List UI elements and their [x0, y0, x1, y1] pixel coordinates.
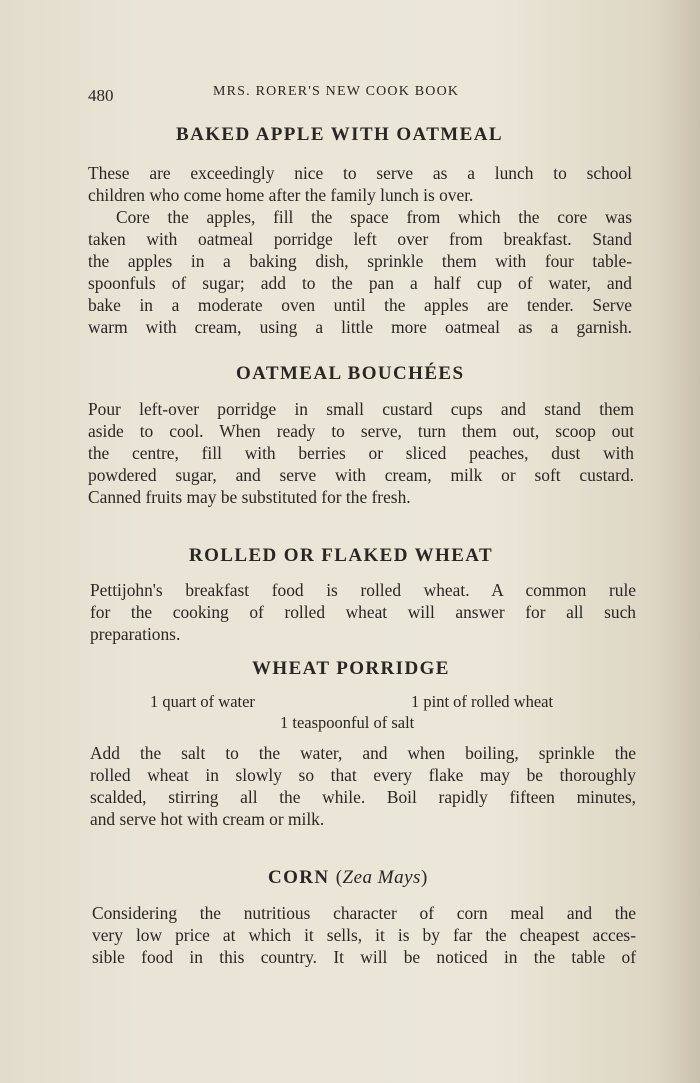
corn-subtitle-wrap: (Zea Mays) — [335, 867, 428, 888]
paragraph-bouchees — [88, 398, 634, 508]
text-line: the centre, fill with berries or sliced peaches, dust with — [88, 443, 634, 463]
text-line: and serve hot with cream or milk. — [90, 809, 325, 829]
heading-rolled-wheat: ROLLED OR FLAKED WHEAT — [189, 545, 494, 566]
ingredient-rolled-wheat: 1 pint of rolled wheat — [411, 692, 554, 711]
heading-corn — [268, 867, 428, 889]
page-number: 480 — [88, 86, 114, 105]
text-line: scalded, stirring all the while. Boil rapidly fifteen minutes, — [90, 787, 636, 807]
text-line: Pettijohn's breakfast food is rolled wheat. A common rule — [90, 580, 636, 600]
heading-wheat-porridge: WHEAT PORRIDGE — [252, 658, 450, 679]
paragraph-rolled-wheat — [90, 579, 636, 645]
ingredient-salt: 1 teaspoonful of salt — [280, 713, 415, 732]
text-line: Core the apples, fill the space from which the core was — [116, 207, 632, 227]
text-line: spoonfuls of sugar; add to the pan a half cup of water, and — [88, 273, 632, 293]
heading-baked-apple: BAKED APPLE WITH OATMEAL — [176, 124, 503, 145]
text-line: Pour left-over porridge in small custard cups and stand them — [88, 399, 634, 419]
text-line: preparations. — [90, 624, 181, 644]
corn-subtitle: Zea Mays — [342, 867, 421, 888]
text-line: powdered sugar, and serve with cream, milk or soft custard. — [88, 465, 634, 485]
page-header — [88, 82, 508, 106]
paragraph-baked-apple — [88, 162, 632, 338]
text-line: warm with cream, using a little more oatmeal as a garnish. — [88, 317, 632, 337]
text-line: the apples in a baking dish, sprinkle them with four table- — [88, 251, 632, 271]
text-line: Add the salt to the water, and when boiling, sprinkle the — [90, 743, 636, 763]
paragraph-corn — [92, 902, 636, 968]
text-line: sible food in this country. It will be noticed in the table of — [92, 947, 636, 967]
paragraph-wheat-porridge — [90, 742, 636, 830]
text-line: taken with oatmeal porridge left over from breakfast. Stand — [88, 229, 632, 249]
text-line: very low price at which it sells, it is by far the cheapest acces- — [92, 925, 636, 945]
text-line: Considering the nutritious character of corn meal and the — [92, 903, 636, 923]
ingredient-water: 1 quart of water — [150, 692, 255, 711]
text-line: Canned fruits may be substituted for the fresh. — [88, 487, 411, 507]
running-title: MRS. RORER'S NEW COOK BOOK — [213, 84, 460, 99]
text-line: children who come home after the family lunch is over. — [88, 185, 474, 205]
text-line: aside to cool. When ready to serve, turn them out, scoop out — [88, 421, 634, 441]
text-line: rolled wheat in slowly so that every flake may be thoroughly — [90, 765, 636, 785]
corn-title: CORN — [268, 867, 330, 888]
text-line: for the cooking of rolled wheat will answer for all such — [90, 602, 636, 622]
text-line: bake in a moderate oven until the apples are tender. Serve — [88, 295, 632, 315]
heading-oatmeal-bouchees: OATMEAL BOUCHÉES — [236, 363, 465, 384]
text-line: These are exceedingly nice to serve as a lunch to school — [88, 163, 632, 183]
